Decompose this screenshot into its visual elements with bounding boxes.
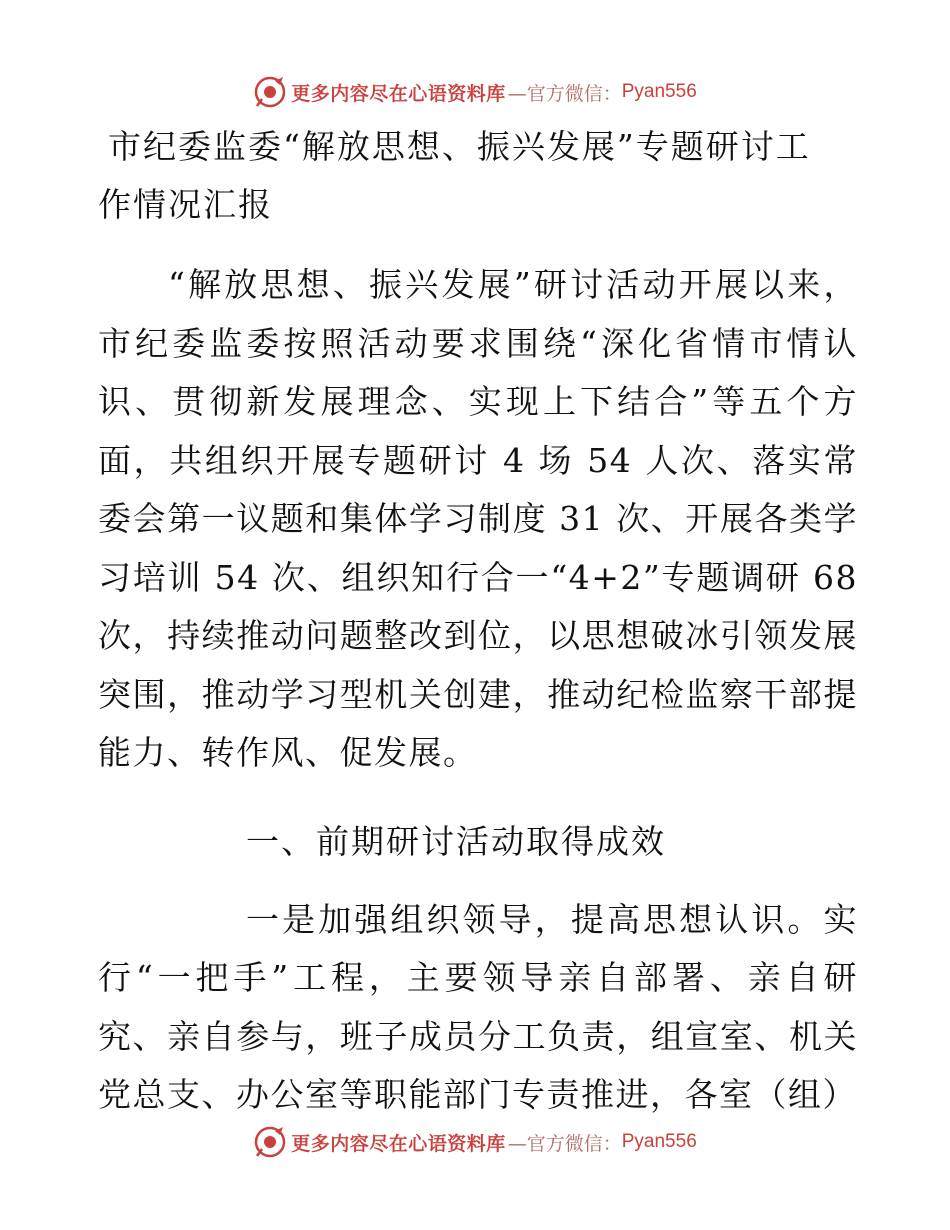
watermark-account: Pyan556 — [621, 81, 697, 102]
brand-logo-icon — [253, 75, 287, 109]
watermark-brand: 更多内容尽在心语资料库 — [291, 82, 506, 105]
title-line-1: 市纪委监委“解放思想、振兴发展”专题研讨工 — [108, 127, 811, 166]
watermark-separator: —官方微信： — [507, 1132, 622, 1155]
section-1-paragraph: 一是加强组织领导，提高思想认识。实行“一把手”工程，主要领导亲自部署、亲自研究、亲自参与，班子成员分工负责，组宣室、机关党总支、办公室等职能部门专责推进，各室（组） — [98, 899, 858, 1114]
document-body — [98, 118, 858, 1125]
document-title — [98, 118, 858, 234]
watermark-separator: —官方微信： — [507, 82, 622, 105]
brand-logo-icon — [253, 1125, 287, 1159]
intro-paragraph: “解放思想、振兴发展”研讨活动开展以来，市纪委监委按照活动要求围绕“深化省情市情认识、贯彻新发展理念、实现上下结合”等五个方面，共组织开展专题研讨 4 场 54 人次、落实常委会第一议题和集体学习制度 31 次、开展各类学习培训 54 次、组织知行合一“4+2”专题调研 68 次，持续推动问题整改到位，以思想破冰引领发展突围，推动学习型机关创建，推动纪检监察干部提能力、转作风、促发展。 — [98, 265, 858, 772]
watermark-brand: 更多内容尽在心语资料库 — [291, 1132, 506, 1155]
watermark-footer — [0, 1122, 950, 1162]
watermark-account: Pyan556 — [621, 1131, 697, 1152]
title-line-2: 作情况汇报 — [98, 185, 273, 224]
watermark-header — [0, 72, 950, 112]
section-heading-1: 一、前期研讨活动取得成效 — [246, 821, 666, 861]
